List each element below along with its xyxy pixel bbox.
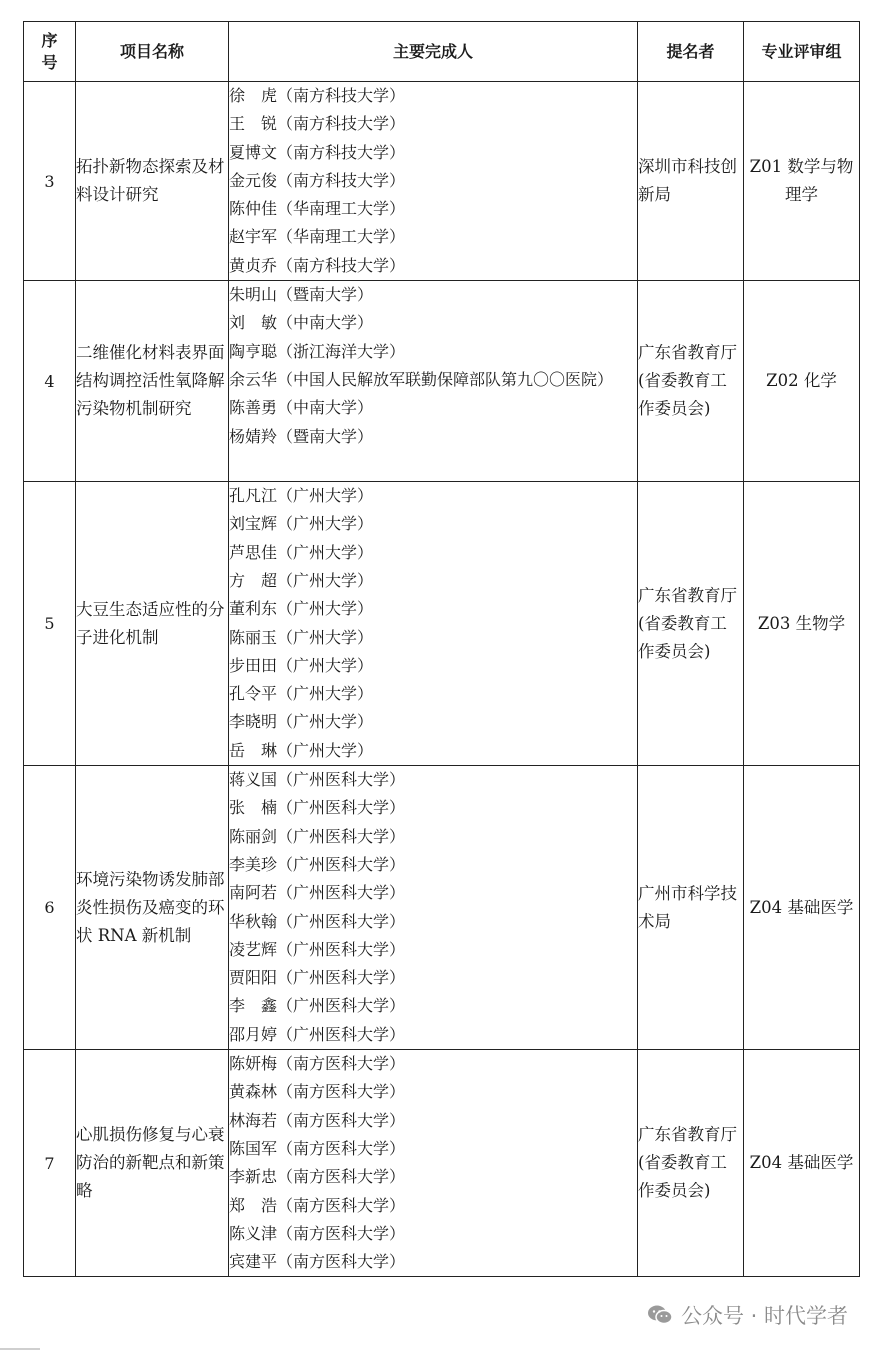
completer: 孔凡江（广州大学） [229, 486, 374, 506]
completer: 黄贞乔（南方科技大学） [229, 255, 406, 275]
table-row [24, 482, 860, 766]
header-no: 序号 [24, 22, 76, 82]
completer: 朱明山（暨南大学） [229, 285, 374, 305]
review-group: Z04 基础医学 [744, 1050, 860, 1277]
completer: 陈妍梅（南方医科大学） [229, 1054, 406, 1074]
row-number: 5 [24, 482, 76, 766]
completer: 孔令平（广州大学） [229, 684, 374, 704]
completer: 陈国军（南方医科大学） [229, 1138, 406, 1158]
completers-list [229, 82, 638, 281]
review-group: Z03 生物学 [744, 482, 860, 766]
nominator: 深圳市科技创新局 [638, 82, 744, 281]
completer: 董利东（广州大学） [229, 599, 374, 619]
divider [0, 1348, 40, 1350]
completer: 凌艺辉（广州医科大学） [229, 939, 406, 959]
header-nominator: 提名者 [638, 22, 744, 82]
completer: 陈义津（南方医科大学） [229, 1223, 406, 1243]
project-title: 大豆生态适应性的分子进化机制 [76, 482, 229, 766]
completer: 蒋义国（广州医科大学） [229, 770, 406, 790]
row-number: 4 [24, 281, 76, 482]
header-group: 专业评审组 [744, 22, 860, 82]
table-row [24, 281, 860, 482]
completer: 黄森林（南方医科大学） [229, 1082, 406, 1102]
project-title: 二维催化材料表界面结构调控活性氧降解污染物机制研究 [76, 281, 229, 482]
completer: 邵月婷（广州医科大学） [229, 1024, 406, 1044]
awards-table [23, 21, 860, 1277]
completer: 张 楠（广州医科大学） [229, 798, 406, 818]
completer: 王 锐（南方科技大学） [229, 114, 406, 134]
completer: 徐 虎（南方科技大学） [229, 86, 406, 105]
completer: 李晓明（广州大学） [229, 712, 374, 732]
completer: 方 超（广州大学） [229, 570, 374, 590]
completer: 林海若（南方医科大学） [229, 1110, 406, 1130]
completer: 李美珍（广州医科大学） [229, 854, 406, 874]
completer: 贾阳阳（广州医科大学） [229, 968, 406, 988]
completer: 岳 琳（广州大学） [229, 740, 374, 760]
table-row [24, 766, 860, 1050]
completer: 金元俊（南方科技大学） [229, 170, 406, 190]
nominator: 广东省教育厅(省委教育工作委员会) [638, 281, 744, 482]
completer: 步田田（广州大学） [229, 655, 374, 675]
review-group: Z02 化学 [744, 281, 860, 482]
nominator: 广东省教育厅(省委教育工作委员会) [638, 482, 744, 766]
table-row [24, 82, 860, 281]
nominator: 广州市科学技术局 [638, 766, 744, 1050]
table-row [24, 1050, 860, 1277]
completer: 李 鑫（广州医科大学） [229, 996, 406, 1016]
project-title: 心肌损伤修复与心衰防治的新靶点和新策略 [76, 1050, 229, 1277]
wechat-icon [647, 1304, 673, 1326]
completer: 宾建平（南方医科大学） [229, 1252, 406, 1272]
completer: 陈善勇（中南大学） [229, 398, 374, 418]
completer: 余云华（中国人民解放军联勤保障部队第九〇〇医院） [229, 369, 614, 389]
completer: 陈丽剑（广州医科大学） [229, 826, 406, 846]
row-number: 6 [24, 766, 76, 1050]
completer: 夏博文（南方科技大学） [229, 142, 406, 162]
completer: 陈仲佳（华南理工大学） [229, 199, 406, 219]
completer: 赵宇军（华南理工大学） [229, 227, 406, 247]
completer: 李新忠（南方医科大学） [229, 1167, 406, 1187]
header-row [24, 22, 860, 82]
review-group: Z04 基础医学 [744, 766, 860, 1050]
project-title: 拓扑新物态探索及材料设计研究 [76, 82, 229, 281]
completer: 陶亨聪（浙江海洋大学） [229, 341, 406, 361]
completer: 华秋翰（广州医科大学） [229, 911, 406, 931]
completer: 杨婧羚（暨南大学） [229, 426, 374, 446]
header-people: 主要完成人 [229, 22, 638, 82]
completer: 南阿若（广州医科大学） [229, 883, 406, 903]
nominator: 广东省教育厅(省委教育工作委员会) [638, 1050, 744, 1277]
completers-list [229, 482, 638, 766]
project-title: 环境污染物诱发肺部炎性损伤及癌变的环状 RNA 新机制 [76, 766, 229, 1050]
row-number: 7 [24, 1050, 76, 1277]
completer: 刘 敏（中南大学） [229, 313, 374, 333]
completers-list [229, 766, 638, 1050]
row-number: 3 [24, 82, 76, 281]
watermark-text: 公众号 · 时代学者 [680, 1304, 848, 1328]
review-group: Z01 数学与物理学 [744, 82, 860, 281]
completer: 陈丽玉（广州大学） [229, 627, 374, 647]
completer: 刘宝辉（广州大学） [229, 514, 374, 534]
completers-list [229, 1050, 638, 1277]
completer: 芦思佳（广州大学） [229, 542, 374, 562]
watermark [647, 1300, 848, 1330]
header-title: 项目名称 [76, 22, 229, 82]
completers-list [229, 281, 638, 482]
completer: 郑 浩（南方医科大学） [229, 1195, 406, 1215]
